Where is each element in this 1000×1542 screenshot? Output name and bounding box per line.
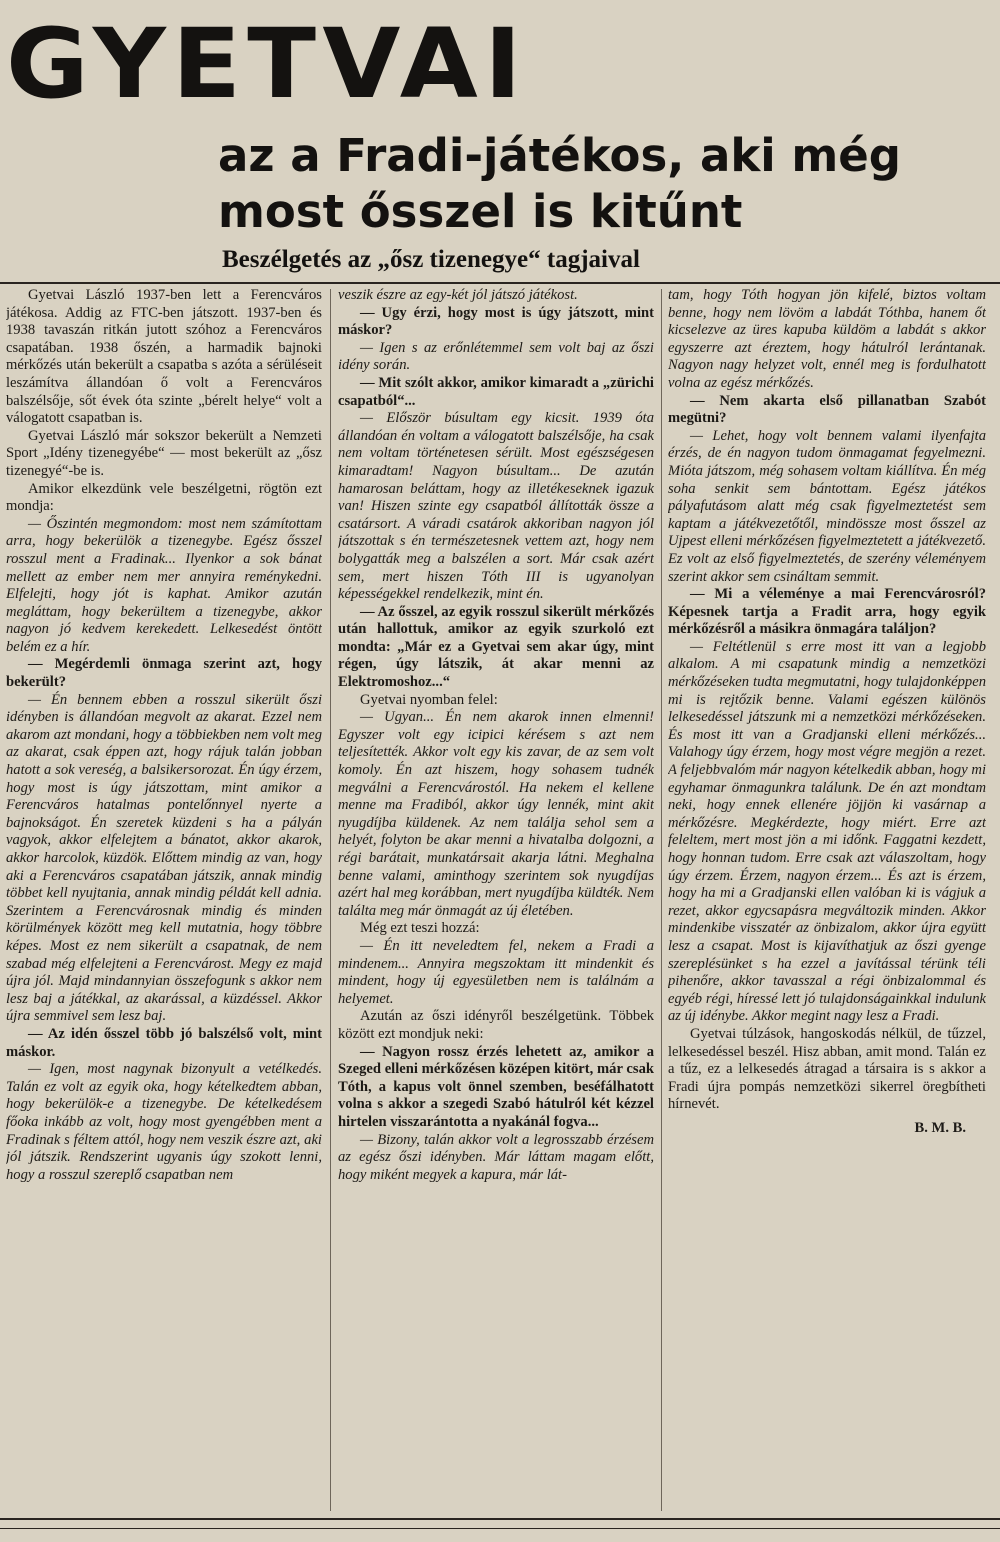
article-paragraph: — Ugyan... Én nem akarok innen elmenni! Egyszer volt egy icipici kérésem s azt nem teljesítették. Akkor volt egy kis zavar, de az sem volt komoly. Én azt hiszem, hogy sohasem tudnék megválni a Ferencvárostól. Ha nekem el kellene menne ma Fradiból, akkor úgy lennék, mint akit nyugdíjba küldenek. Az nem találja sehol sem a helyét, folyton be akar menni a hivatalba dolgozni, a régi barátait, munkatársait akarja látni. Meghalna benne valami, aminthogy szerintem sok nyugdíjas azért hal meg korábban, mert nyugdíjba küldték. Nem találta meg már önmagát az új életében. (338, 709, 654, 919)
top-rule (0, 282, 1000, 284)
article-paragraph: Gyetvai túlzások, hangoskodás nélkül, de tűzzel, lelkesedéssel beszél. Hisz abban, amit mond. Talán ez a tűz, ez a lelkesedés átragad a társaira is s akkor a Fradi újra pompás nemzetközi sikerrel öregbítheti hírnevét. (668, 1025, 986, 1113)
article-paragraph: Gyetvai nyomban felel: (360, 691, 498, 708)
article-paragraph: Azután az őszi idényről beszélgetünk. Többek között ezt mondjuk neki: (338, 1008, 654, 1042)
article-paragraph: Gyetvai László 1937-ben lett a Ferencváros játékosa. Addig az FTC-ben játszott. 1937-ben és 1938 tavaszán ritkán jutott szóhoz a Ferencváros csapatában. 1938 őszén, a harmadik bajnoki mérkőzés után bekerült a csapatba s azóta a sérüléseit leszámítva állandóan ő volt a Ferencváros balszélsője, sőt évek óta szinte „bérelt helye“ volt a válogatott csapatban is. (6, 287, 322, 427)
strapline: Beszélgetés az „ősz tizenegye“ tagjaival (222, 246, 640, 273)
article-paragraph: — Lehet, hogy volt bennem valami ilyenfajta érzés, de én nagyon tudom önmagamat fegyelmezni. Mióta játszom, még sohasem voltam kiállítva. Én még soha senkit sem bántottam. Egész játékos pályafutásom alatt még csak figyelmeztetést sem kaptam a játékvezetőtől, mindössze most ősszel az Ujpest elleni mérkőzésen figyelmeztetett a játékvezető. Ez volt az első figyelmeztetés, de szerény véleményem szerint akkor sem csináltam semmit. (668, 427, 986, 585)
article-paragraph: — Igen, most nagynak bizonyult a vetélkedés. Talán ez volt az egyik oka, hogy kételkedtem abban, hogy bekerülök-e a tizenegybe. De kételkedésem főoka inkább az volt, hogy most gyengébben ment a Fradinak s féltem attól, hogy nem veszik észre azt, aki jól játszik. Rendszerint ugyanis úgy szokott lenni, hogy a rosszul szereplő csapatban nem (6, 1061, 322, 1183)
article-column-1 (6, 287, 322, 1512)
article-paragraph: — Őszintén megmondom: most nem számítottam arra, hogy bekerülök a tizenegybe. Egész ősszel rosszul ment a Fradinak... Ilyenkor a sok bánat mellett az ember nem mer annyira reménykedni. Elfelejti, hogy jót is kaphat. Amikor azután megláttam, hogy bekerültem a tizenegybe, akkor nagyon jó kedvem kerekedett. Lelkesedést öntött belém ez a hír. (6, 515, 322, 655)
article-paragraph: — Ugy érzi, hogy most is úgy játszott, mint máskor? (338, 304, 654, 339)
article-paragraph: — Mit szólt akkor, amikor kimaradt a „zürichi csapatból“... (338, 374, 654, 409)
article-column-2 (338, 287, 654, 1512)
article-paragraph: Gyetvai László már sokszor bekerült a Nemzeti Sport „Idény tizenegyébe“ — most bekerült az „ősz tizenegyé“-be is. (6, 427, 322, 479)
bottom-rule-thin (0, 1528, 1000, 1529)
article-paragraph: Még ezt teszi hozzá: (360, 920, 480, 937)
article-paragraph: — Nagyon rossz érzés lehetett az, amikor a Szeged elleni mérkőzésen középen kitört, már csak Tóth, a kapus volt önnel szemben, beséfálhatott volna s akkor a szegedi Szabó hátulról két kézzel hirtelen visszarántotta a nyakánál fogva... (338, 1043, 654, 1130)
author-signature: B. M. B. (914, 1119, 966, 1136)
article-paragraph: Amikor elkezdünk vele beszélgetni, rögtön ezt mondja: (6, 480, 322, 515)
article-paragraph: — Bizony, talán akkor volt a legrosszabb érzésem az egész őszi idényben. Már láttam magam előtt, hogy miként megyek a kapura, már lát- (338, 1131, 654, 1183)
article-paragraph: — Megérdemli önmaga szerint azt, hogy bekerült? (6, 656, 322, 691)
subheadline: az a Fradi-játékos, aki még most ősszel is kitűnt (218, 129, 901, 238)
article-paragraph: — Én bennem ebben a rosszul sikerült őszi idényben is állandóan megvolt az akarat. Ezzel nem akarom azt mondani, hogy a többiekben nem volt meg az akarat, csak éppen azt, hogy rájuk talán jobban hatott a sok vereség, a balsikersorozat. Én úgy érzem, hogy most is úgy játszottam, mint amikor a Ferencváros hatalmas pontelőnnyel nyerte a bajnokságot. Én szeretek küzdeni s ha a pályán vagyok, akkor elfelejtem a bánatot, akkor akarok, akkor harcolok, küzdök. Előttem mindig az van, hogy aki a Ferencváros csapatában játszik, annak mindig többet kell nyujtania, annak mindig példát kell adnia. Szerintem a Ferencvárosnak mindig és minden körülmények között meg kell mutatnia, hogy többre képes. Most ez nem sikerült a csapatnak, de nem szabad még elfelejteni a Ferencvárost. Megy ez majd újra jól. Majd mindannyian összefogunk s akkor nem lesz baj a játékkal, az akarással, a küzdéssel. Akkor újra semmivel sem lesz baj. (6, 691, 322, 1025)
bottom-rule (0, 1518, 1000, 1520)
article-paragraph: veszik észre az egy-két jól játszó játékost. (338, 287, 578, 303)
article-paragraph: — Nem akarta első pillanatban Szabót megütni? (668, 392, 986, 427)
article-paragraph: — Én itt neveledtem fel, nekem a Fradi a mindenem... Annyira megszoktam itt mindenkit és mindent, hogy új egyesületben nem is találnám a helyemet. (338, 937, 654, 1007)
article-paragraph: — Mi a véleménye a mai Ferencvárosról? Képesnek tartja a Fradit arra, hogy egyik mérkőzésről a másikra önmagára találjon? (668, 586, 986, 638)
article-paragraph: — Először búsultam egy kicsit. 1939 óta állandóan én voltam a válogatott balszélsője, ha csak nem voltam történetesen sérült. Most egészségesen kimaradtam! Nagyon búsultam... De azután hamarosan beláttam, hogy az illetékeseknek igazuk van! Hiszen szinte egy csapatból állították össze a csatársort. A váradi csatárok akkoriban nagyon jól játszottak s én természetesnek vettem azt, hogy nem bolygatták meg a balszélen a sort. Már csak azért sem, mert hiszen Tóth III is ugyanolyan képességekkel rendelkezik, mint én. (338, 410, 654, 603)
column-divider (661, 289, 662, 1511)
article-paragraph: — Feltétlenül s erre most itt van a legjobb alkalom. A mi csapatunk mindig a nemzetközi mérkőzéseken tudta megmutatni, hogy tulajdonképpen mi is rejtőzik benne. Valami egészen különös lelkesedéssel játszunk mi a nemzetközi mérkőzéseken. És most itt van a Gradjanski elleni mérkőzés... Valahogy úgy érzem, hogy most végre megjön a rezet. A feljebbvalóm már nagyon kételkedik abban, hogy mi egyhamar önmagunkra találunk. De én azt mondtam neki, hogy ennek ellenére jöjjön ki vasárnap a mérkőzésre. Megkérdezte, hogy miért. Erre azt feleltem, mert most jön a mi időnk. Faggatni kezdett, hogy honnan tudom. Erre csak azt válaszoltam, hogy úgy érzem. Érzem, nagyon érzem... És azt is érzem, hogy ha mi a Gradjanski ellen valóban ki is vágjuk a rezet, akkor egycsapásra megváltozik minden. Akkor mindenkibe visszatér az önbizalom, akkor újra együtt lesz a csapat. Most is kijavíthatjuk az őszi gyenge szereplésünket s ha ezzel a javítással térünk téli pihenőre, akkor tavasszal a régi önbizalommal és egyéb régi, híressé lett jó tulajdonságainkkal indulunk az új idénybe. Akkor megint nagy lesz a Fradi. (668, 638, 986, 1025)
article-paragraph: — Az idén ősszel több jó balszélső volt, mint máskor. (6, 1025, 322, 1060)
headline: GYETVAI (6, 8, 528, 120)
article-paragraph: — Igen s az erőnlétemmel sem volt baj az őszi idény során. (338, 339, 654, 374)
article-paragraph: tam, hogy Tóth hogyan jön kifelé, biztos voltam benne, hogy nem lövöm a labdát Tóthba, hanem őt kicselezve az üres kapuba küldöm a labdát s akkor egyszerre azt éreztem, hogy hátulról lerántanak. Nagyon nagy helyzet volt, ennél meg is fordulhatott volna az egész mérkőzés. (668, 287, 986, 391)
article-paragraph: — Az ősszel, az egyik rosszul sikerült mérkőzés után hallottuk, amikor az egyik szurkoló ezt mondta: „Már ez a Gyetvai sem akar úgy, mint régen, úgy látszik, át akar menni az Elektromoshoz...“ (338, 603, 654, 691)
column-divider (330, 289, 331, 1511)
article-column-3 (668, 287, 986, 1512)
